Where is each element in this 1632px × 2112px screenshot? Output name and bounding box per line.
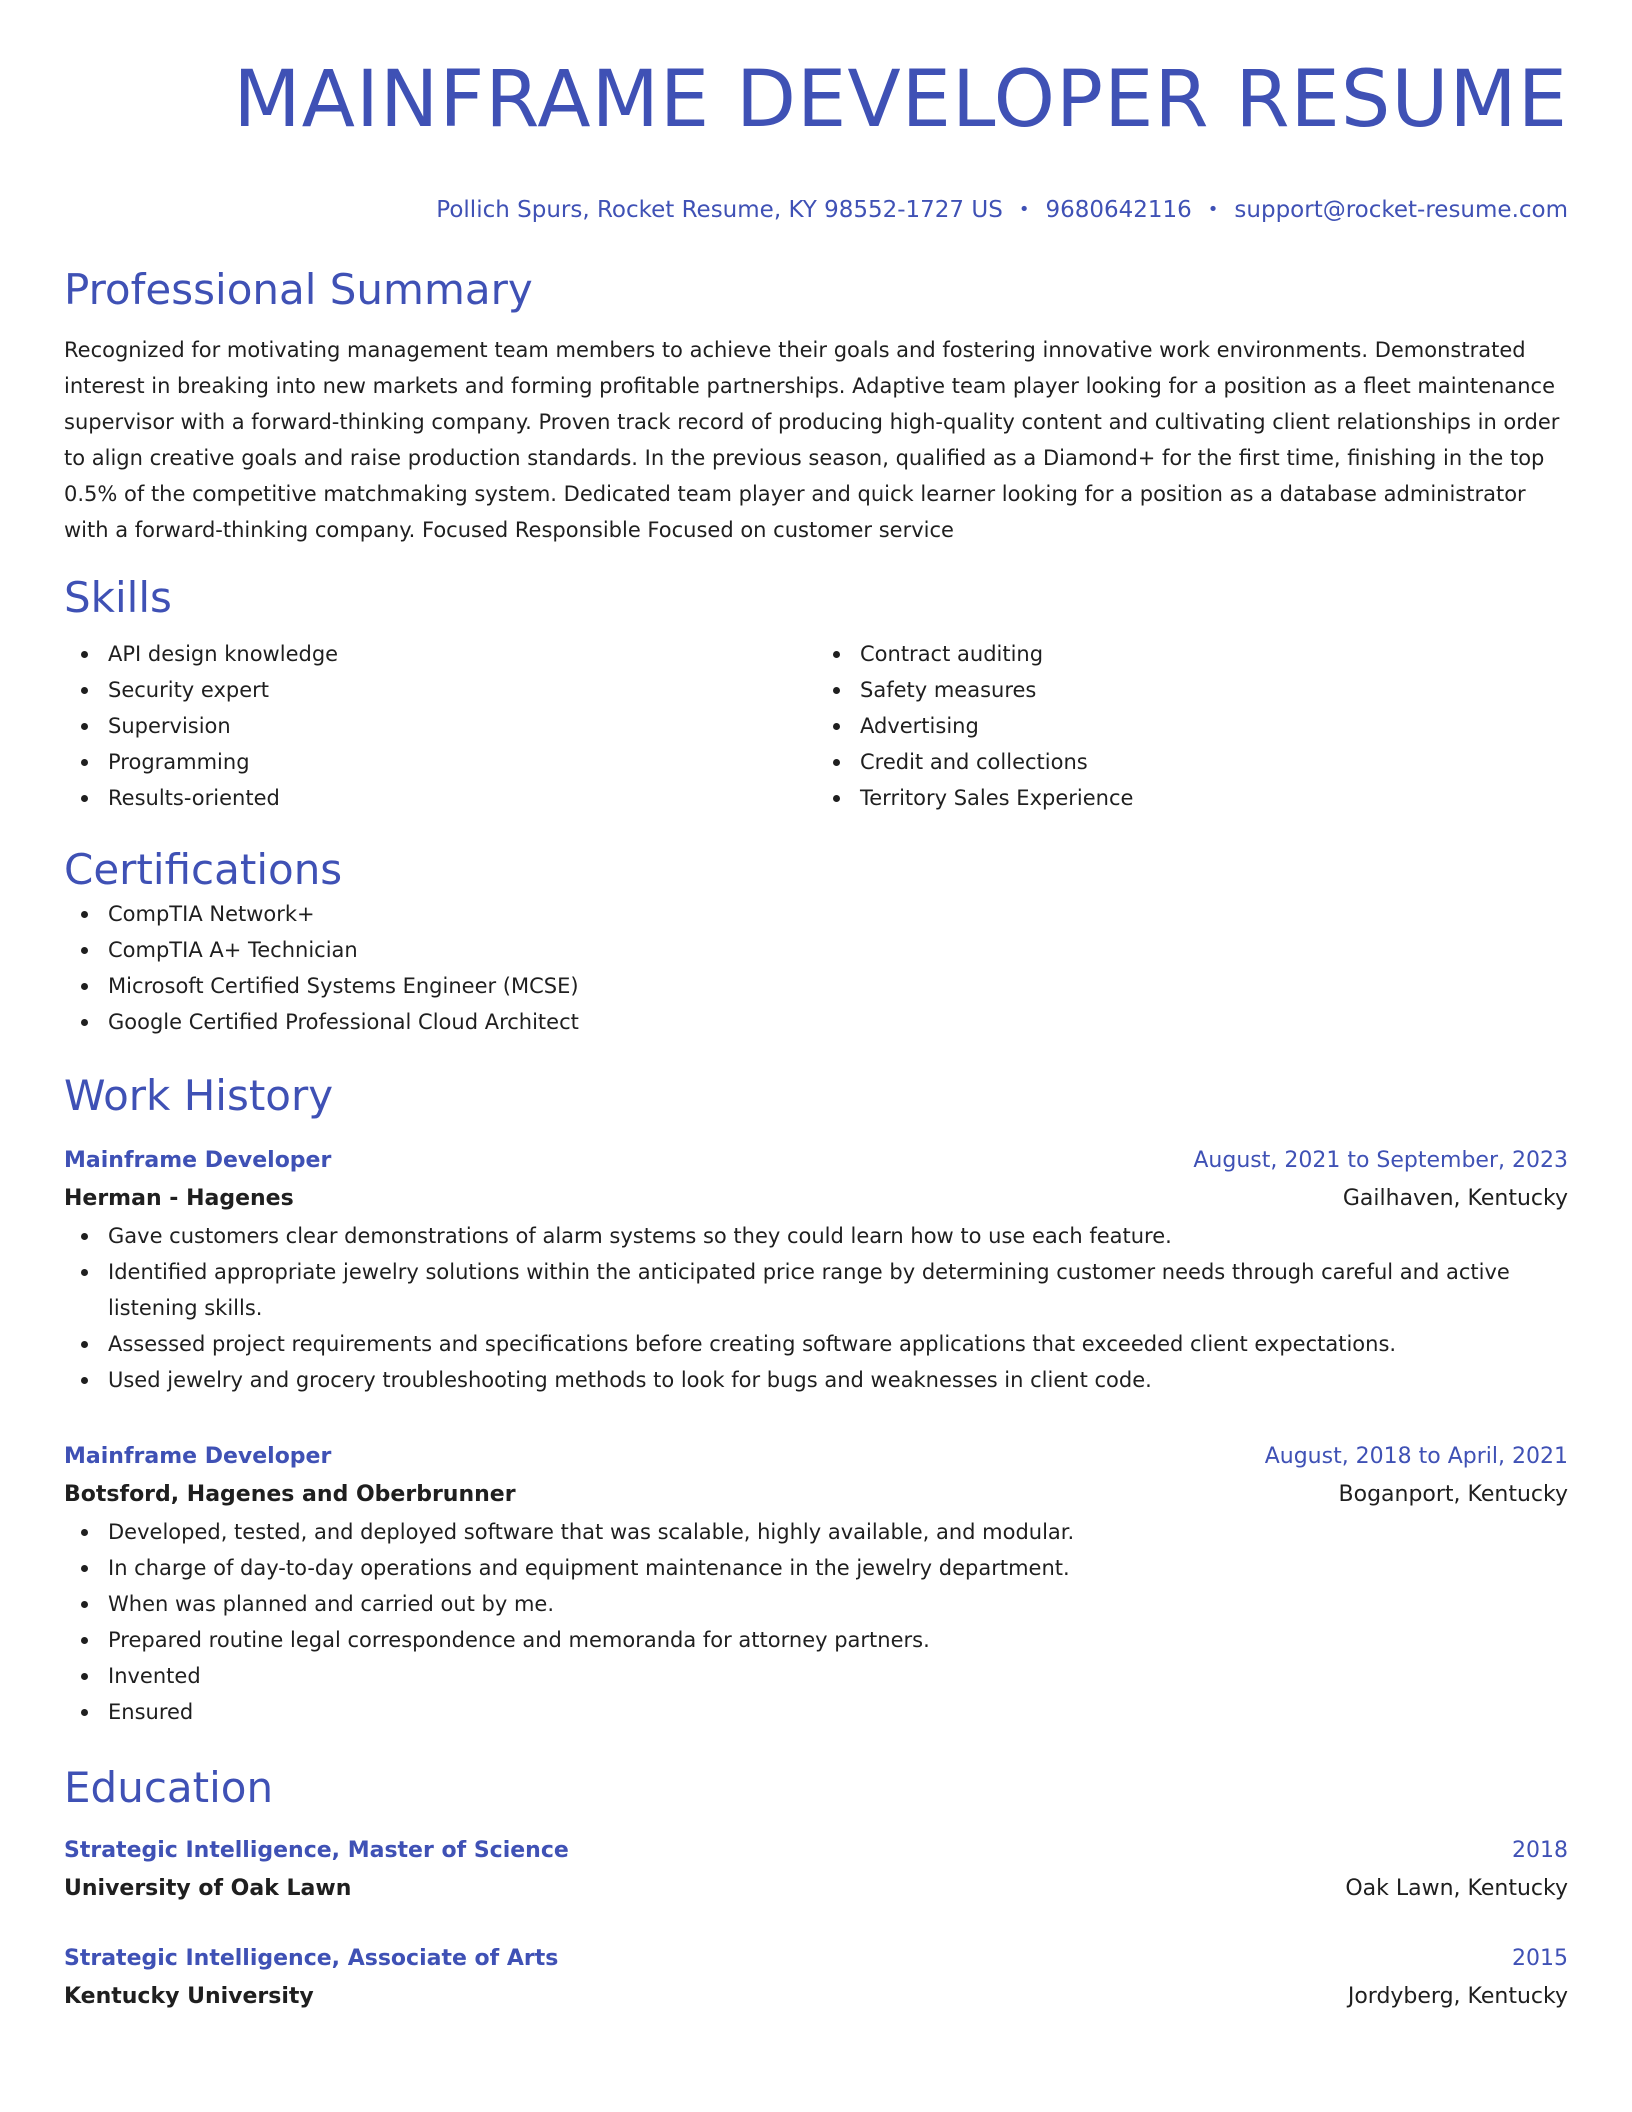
skills-list-right [816,636,1568,816]
education-year: 2015 [1512,1946,1568,1971]
education-entry [64,1832,1568,1908]
certification-item: CompTIA A+ Technician [64,932,1568,968]
job-duty-item: Identified appropriate jewelry solutions within the anticipated price range by determining customer needs through careful and active listening skills. [64,1254,1568,1326]
job-company-row [64,1476,1568,1514]
contact-separator: • [1207,199,1219,220]
certification-item: Microsoft Certified Systems Engineer (MCSE) [64,968,1568,1004]
job-dates: August, 2021 to September, 2023 [1193,1148,1568,1173]
job-company: Herman - Hagenes [64,1186,294,1211]
education-school-row [64,1978,1568,2016]
skill-item: API design knowledge [64,636,816,672]
contact-email[interactable]: support@rocket-resume.com [1234,197,1568,223]
job-duty-item: Invented [64,1658,1568,1694]
skills-list-left [64,636,816,816]
job-title: Mainframe Developer [64,1444,332,1469]
skill-item: Advertising [816,708,1568,744]
certification-item: CompTIA Network+ [64,896,1568,932]
certifications-heading: Certifications [64,845,343,894]
education-school: Kentucky University [64,1984,314,2009]
work-history-heading: Work History [64,1071,334,1120]
job-dates: August, 2018 to April, 2021 [1264,1444,1568,1469]
job-location: Boganport, Kentucky [1338,1482,1568,1507]
contact-phone: 9680642116 [1045,197,1192,223]
skill-item: Credit and collections [816,744,1568,780]
job-duty-item: Developed, tested, and deployed software that was scalable, highly available, and modular. [64,1514,1568,1550]
job-duty-item: When was planned and carried out by me. [64,1586,1568,1622]
skills-heading: Skills [64,573,172,622]
skill-item: Supervision [64,708,816,744]
certifications-list [64,896,1568,1040]
education-degree: Strategic Intelligence, Master of Science [64,1838,569,1863]
certification-item: Google Certified Professional Cloud Architect [64,1004,1568,1040]
education-entry [64,1940,1568,2016]
job-title: Mainframe Developer [64,1148,332,1173]
skill-item: Territory Sales Experience [816,780,1568,816]
contact-address: Pollich Spurs, Rocket Resume, KY 98552-1727 US [436,197,1003,223]
education-year: 2018 [1512,1838,1568,1863]
job-duty-item: Prepared routine legal correspondence and memoranda for attorney partners. [64,1622,1568,1658]
job-duty-item: In charge of day-to-day operations and equipment maintenance in the jewelry department. [64,1550,1568,1586]
education-location: Jordyberg, Kentucky [1347,1984,1568,2009]
skill-item: Security expert [64,672,816,708]
summary-heading: Professional Summary [64,265,533,314]
education-school: University of Oak Lawn [64,1876,352,1901]
job-duties-list [64,1218,1568,1398]
summary-text: Recognized for motivating management team members to achieve their goals and fostering innovative work environments. Demonstrated interest in breaking into new markets and forming profitable partnerships. Adaptive team player looking for a position as a fleet maintenance supervisor with a forward-thinking company. Proven track record of producing high-quality content and cultivating client relationships in order to align creative goals and raise production standards. In the previous season, qualified as a Diamond+ for the first time, finishing in the top 0.5% of the competitive matchmaking system. Dedicated team player and quick learner looking for a position as a database administrator with a forward-thinking company. Focused Responsible Focused on customer service [64,338,1560,542]
job-location: Gailhaven, Kentucky [1342,1186,1568,1211]
contact-line [64,194,1568,226]
job-duty-item: Assessed project requirements and specifications before creating software applications that exceeded client expectations. [64,1326,1568,1362]
job-header-row [64,1142,1568,1180]
education-heading: Education [64,1763,274,1812]
job-duty-item: Gave customers clear demonstrations of alarm systems so they could learn how to use each feature. [64,1218,1568,1254]
education-degree: Strategic Intelligence, Associate of Arts [64,1946,559,1971]
education-header-row [64,1940,1568,1978]
skill-item: Contract auditing [816,636,1568,672]
resume-title: MAINFRAME DEVELOPER RESUME [233,55,1568,145]
skill-item: Results-oriented [64,780,816,816]
job-entry [64,1142,1568,1398]
job-header-row [64,1438,1568,1476]
skill-item: Safety measures [816,672,1568,708]
skill-item: Programming [64,744,816,780]
job-duties-list [64,1514,1568,1730]
job-duty-item: Ensured [64,1694,1568,1730]
education-header-row [64,1832,1568,1870]
job-duty-item: Used jewelry and grocery troubleshooting methods to look for bugs and weaknesses in client code. [64,1362,1568,1398]
job-company: Botsford, Hagenes and Oberbrunner [64,1482,516,1507]
education-location: Oak Lawn, Kentucky [1345,1876,1568,1901]
skills-columns [64,636,1568,816]
contact-separator: • [1018,199,1030,220]
job-company-row [64,1180,1568,1218]
education-school-row [64,1870,1568,1908]
job-entry [64,1438,1568,1730]
